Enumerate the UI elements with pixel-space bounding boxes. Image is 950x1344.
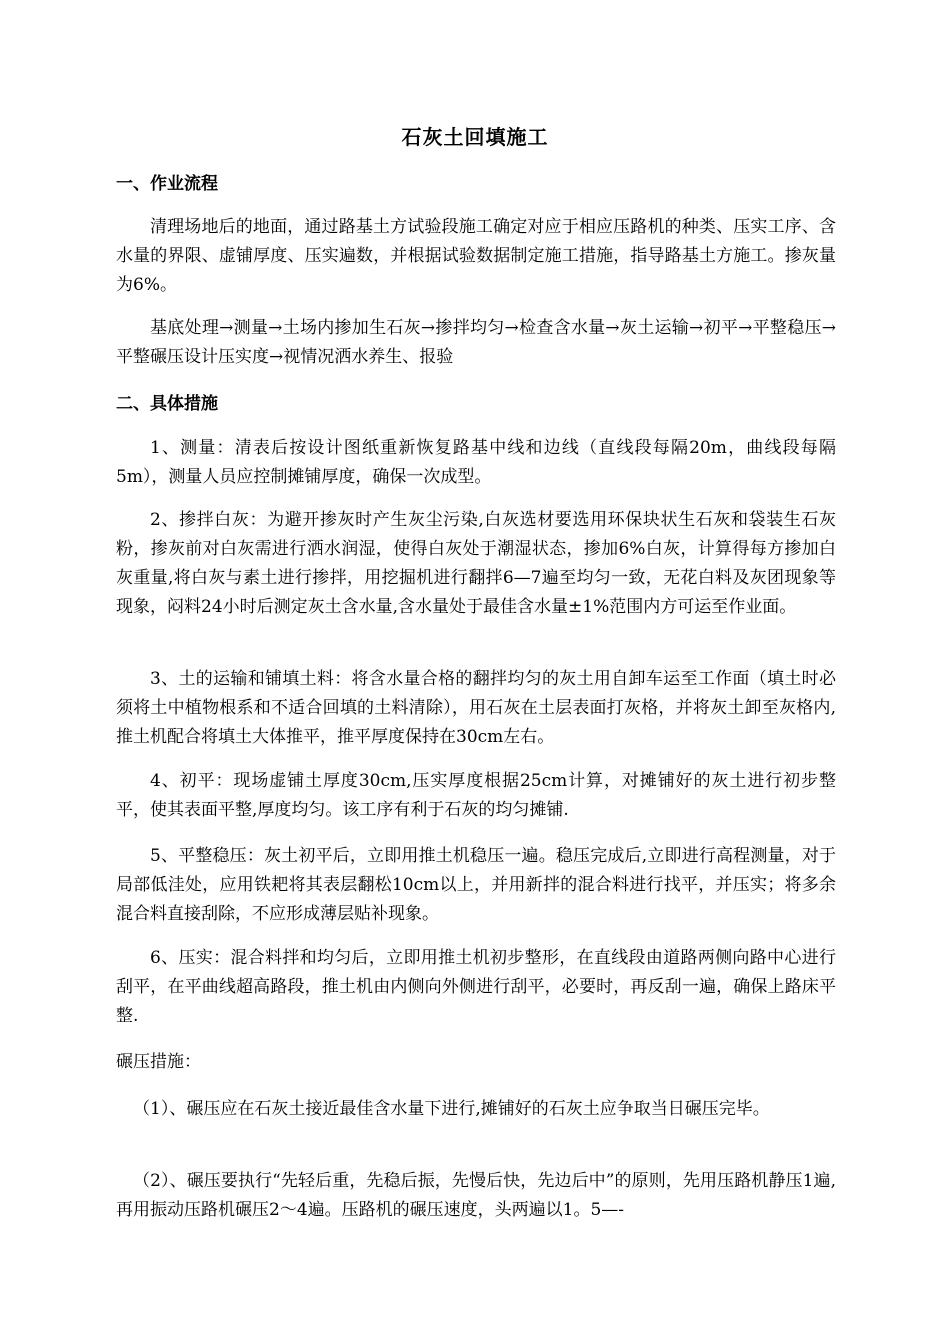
paragraph-measure-transport-filling: 3、土的运输和铺填土料：将含水量合格的翻拌均匀的灰土用自卸车运至工作面（填土时必须将土中植物根系和不适合回填的土料清除），用石灰在土层表面打灰格，并将灰土卸至灰格内,推土机配合将填土大体推平，推平厚度保持在30cm左右。 [116,669,836,747]
paragraph-process-flow: 基底处理→测量→土场内掺加生石灰→掺拌均匀→检查含水量→灰土运输→初平→平整稳压→平整碾压设计压实度→视情况洒水养生、报验 [116,318,836,367]
paragraph-measure-survey: 1、测量：清表后按设计图纸重新恢复路基中线和边线（直线段每隔20m，曲线段每隔5m），测量人员应控制摊铺厚度，确保一次成型。 [116,438,836,487]
paragraph-measure-lime-mixing: 2、掺拌白灰：为避开掺灰时产生灰尘污染,白灰选材要选用环保块状生石灰和袋装生石灰粉，掺灰前对白灰需进行洒水润湿，使得白灰处于潮湿状态，掺加6%白灰，计算得每方掺加白灰重量,将白灰与素土进行掺拌，用挖掘机进行翻拌6—7遍至均匀一致，无花白料及灰团现象等现象，闷料24小时后测定灰土含水量,含水量处于最佳含水量±1%范围内方可运至作业面。 [116,510,836,617]
paragraph-measure-stabilizing: 5、平整稳压：灰土初平后，立即用推土机稳压一遍。稳压完成后,立即进行高程测量，对于局部低洼处，应用铁耙将其表层翻松10cm以上，并用新拌的混合料进行找平，并压实；将多余混合料直接刮除，不应形成薄层贴补现象。 [116,846,836,924]
paragraph-rolling-measures-label: 碾压措施： [116,1052,201,1072]
paragraph-measure-compaction: 6、压实：混合料拌和均匀后，立即用推土机初步整形，在直线段由道路两侧向路中心进行刮平，在平曲线超高路段，推土机由内侧向外侧进行刮平，必要时，再反刮一遍，确保上路床平整. [116,948,836,1026]
paragraph-rolling-measure-2: （2）、碾压要执行“先轻后重，先稳后振，先慢后快，先边后中”的原则，先用压路机静压1遍,再用振动压路机碾压2～4遍。压路机的碾压速度，头两遍以1。5—- [116,1171,836,1220]
section-heading-measures: 二、具体措施 [116,394,218,414]
paragraph-measure-initial-leveling: 4、初平：现场虚铺土厚度30cm,压实厚度根据25cm计算，对摊铺好的灰土进行初步整平，使其表面平整,厚度均匀。该工序有利于石灰的均匀摊铺. [116,771,836,820]
paragraph-rolling-measure-1: （1）、碾压应在石灰土接近最佳含水量下进行,摊铺好的石灰土应争取当日碾压完毕。 [133,1099,770,1119]
section-heading-workflow: 一、作业流程 [116,174,218,194]
document-title: 石灰土回填施工 [401,125,549,149]
paragraph-workflow-intro: 清理场地后的地面，通过路基土方试验段施工确定对应于相应压路机的种类、压实工序、含水量的界限、虚铺厚度、压实遍数，并根据试验数据制定施工措施，指导路基土方施工。掺灰量为6%。 [116,217,836,295]
